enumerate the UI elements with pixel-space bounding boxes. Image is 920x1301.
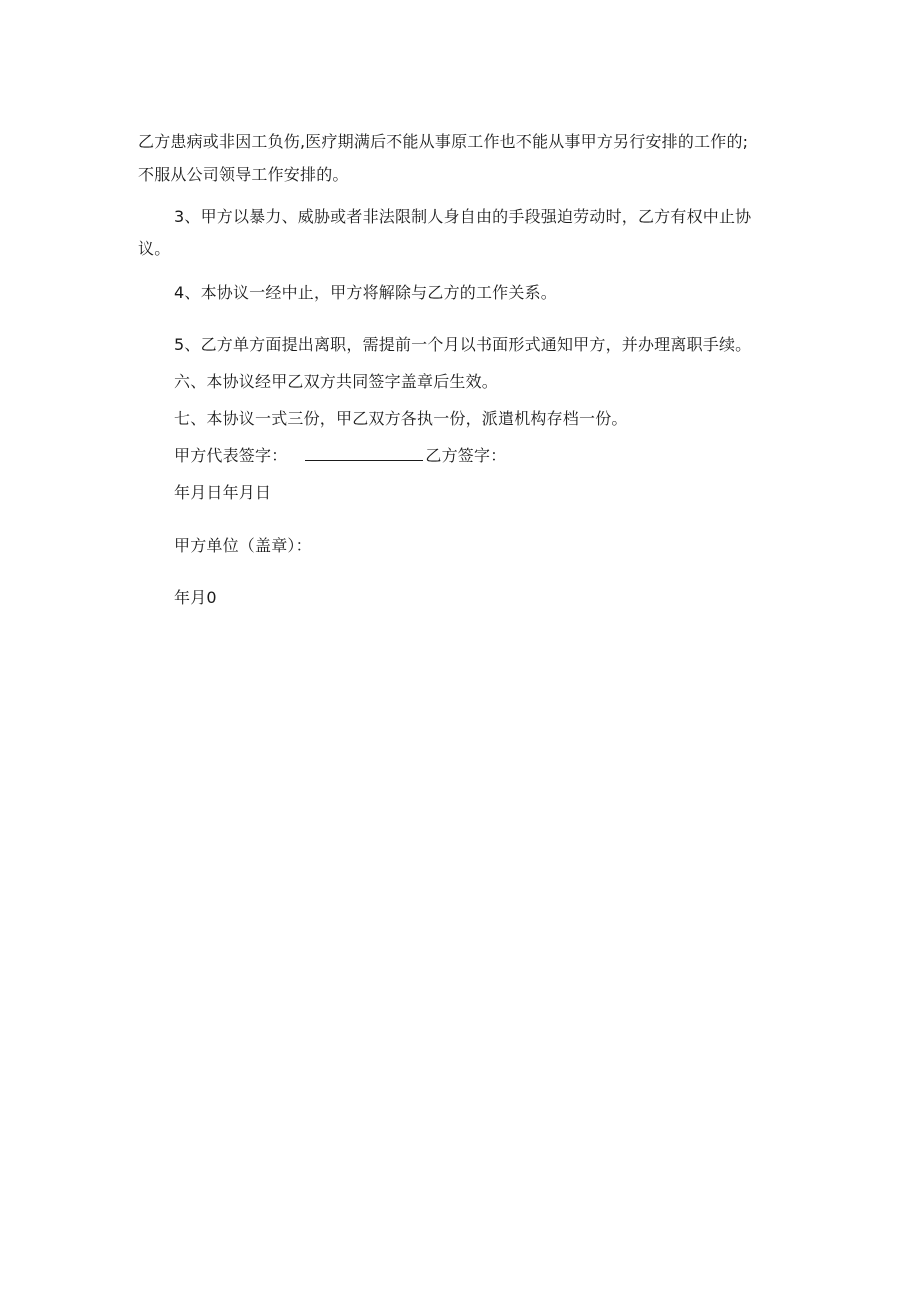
date-line: 年月日年月日 <box>174 483 272 502</box>
party-a-signature-label: 甲方代表签字： <box>174 446 288 465</box>
clause-six-line: 六、本协议经甲乙双方共同签字盖章后生效。 <box>174 372 499 391</box>
seal-line: 甲方单位（盖章）： <box>174 536 312 555</box>
clause-5-line: 5、乙方单方面提出离职，需提前一个月以书面形式通知甲方，并办理离职手续。 <box>174 335 752 354</box>
clause-3-line: 3、甲方以暴力、威胁或者非法限制人身自由的手段强迫劳动时，乙方有权中止协 <box>174 207 752 226</box>
clause-text-line: 不服从公司领导工作安排的。 <box>138 165 349 184</box>
clause-4-line: 4、本协议一经中止，甲方将解除与乙方的工作关系。 <box>174 283 557 302</box>
clause-3-continuation: 议。 <box>138 239 171 258</box>
clause-text-line: 乙方患病或非因工负伤,医疗期满后不能从事原工作也不能从事甲方另行安排的工作的; <box>138 132 749 151</box>
party-b-signature-label: 乙方签字： <box>425 446 507 465</box>
clause-seven-line: 七、本协议一式三份，甲乙双方各执一份，派遣机构存档一份。 <box>174 409 628 428</box>
signature-blank <box>305 446 423 461</box>
signature-line <box>174 445 506 467</box>
final-date-line: 年月0 <box>174 588 217 607</box>
